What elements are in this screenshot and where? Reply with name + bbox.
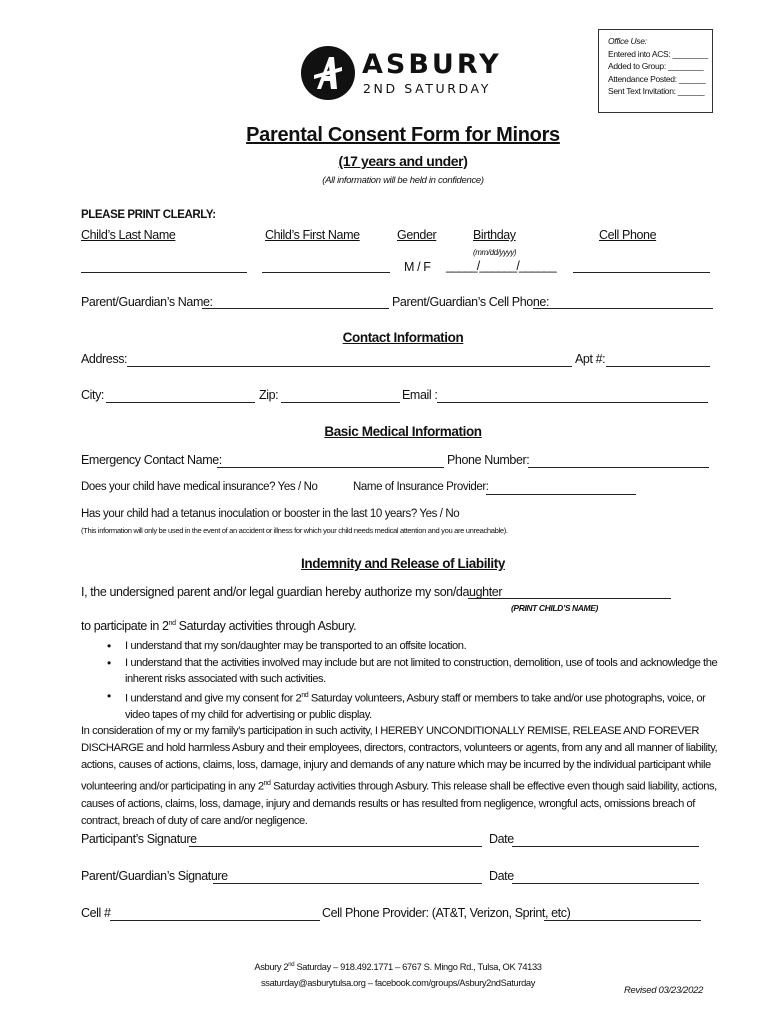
child-first-name-field[interactable] xyxy=(262,272,390,273)
zip-field[interactable] xyxy=(281,402,400,403)
guardian-cell-label: Parent/Guardian’s Cell Phone: xyxy=(392,295,550,309)
birthday-label: Birthday xyxy=(473,228,516,242)
child-cell-phone-field[interactable] xyxy=(573,272,710,273)
city-field[interactable] xyxy=(106,402,255,403)
bullet-media-a: I understand and give my consent for 2 xyxy=(125,692,302,705)
child-name-field[interactable] xyxy=(468,598,671,599)
office-line-text: Sent Text Invitation: ______ xyxy=(608,86,705,96)
email-label: Email : xyxy=(402,388,438,402)
email-field[interactable] xyxy=(437,402,708,403)
medical-heading: Basic Medical Information xyxy=(324,424,482,439)
city-label: City: xyxy=(81,388,105,402)
logo-subtitle: 2ND SATURDAY xyxy=(363,81,491,96)
cell-number-label: Cell # xyxy=(81,906,111,920)
gender-field[interactable]: M / F xyxy=(404,260,431,274)
office-line-attendance: Attendance Posted: ______ xyxy=(608,73,706,84)
apt-label: Apt #: xyxy=(575,352,606,366)
insurance-provider-field[interactable] xyxy=(486,494,636,495)
footer-line-2: ssaturday@asburytulsa.org – facebook.com/groups/Asbury2ndSaturday xyxy=(260,978,536,988)
bullet-media xyxy=(103,688,718,724)
apt-field[interactable] xyxy=(606,366,710,367)
medical-note: (This information will only be used in the event of an accident or illness for which your child needs medical attention and you are unreachable). xyxy=(81,526,508,535)
zip-label: Zip: xyxy=(259,388,279,402)
contact-heading: Contact Information xyxy=(342,330,464,345)
form-title: Parental Consent Form for Minors xyxy=(246,124,560,146)
release-text-b: Saturday activities through Asbury. This release shall be effective even though said liability, actions, causes of actions, claims, loss, damage, injury and demands results or has resulted from negligence, wrongful acts, omissions breach of contract, breach of duty of care and/or negligence. xyxy=(81,780,717,827)
child-last-name-label: Child’s Last Name xyxy=(81,228,176,242)
footer-line-1-b: Saturday – 918.492.1771 – 6767 S. Mingo Rd., Tulsa, OK 74133 xyxy=(294,962,542,973)
asbury-logo xyxy=(300,45,510,103)
participant-signature-field[interactable] xyxy=(189,846,482,847)
cell-phone-label: Cell Phone xyxy=(599,228,657,242)
release-sup: nd xyxy=(263,779,271,787)
footer-line-1 xyxy=(0,962,770,972)
release-text-a: In consideration of my or my family’s participation in such activity, I HEREBY UNCONDITIONALLY REMISE, RELEASE AND FOREVER DISCHARGE and hold harmless Asbury and their employees, directors, contractors, volunteers or agents, from any and all manner of liability, actions, causes of actions, claims, loss, damage, injury and demands of any nature which may be incurred by the individual participant while volunteering and/or participating in any 2 xyxy=(81,725,718,793)
birthday-format: (mm/dd/yyyy) xyxy=(473,248,517,257)
cell-number-field[interactable] xyxy=(110,920,320,921)
bullet-media-b: Saturday volunteers, Asbury staff or members to take and/or use photographs, voice, or video tapes of my child for advertising or public display. xyxy=(125,692,706,721)
form-subtitle: (17 years and under) xyxy=(338,153,468,169)
phone-number-field[interactable] xyxy=(528,467,709,468)
participate-text-a: to participate in 2 xyxy=(81,619,169,633)
print-clearly-label: PLEASE PRINT CLEARLY: xyxy=(81,209,216,221)
participate-text-b: Saturday activities through Asbury. xyxy=(175,619,357,633)
participant-date-field[interactable] xyxy=(512,846,699,847)
asbury-logo-icon xyxy=(300,45,356,101)
child-last-name-field[interactable] xyxy=(81,272,247,273)
footer-sup: nd xyxy=(288,962,295,968)
footer-line-1-a: Asbury 2 xyxy=(254,962,289,973)
print-child-name-label: (PRINT CHILD’S NAME) xyxy=(511,603,598,613)
tetanus-question: Has your child had a tetanus inoculation or booster in the last 10 years? Yes / No xyxy=(81,508,460,520)
guardian-signature-label: Parent/Guardian’s Signature xyxy=(81,869,228,883)
confidential-note: (All information will be held in confidence) xyxy=(322,175,484,186)
liability-heading: Indemnity and Release of Liability xyxy=(301,556,505,571)
emergency-contact-label: Emergency Contact Name: xyxy=(81,453,222,467)
office-line-group: Added to Group: ________ xyxy=(608,61,704,71)
guardian-name-label: Parent/Guardian’s Name: xyxy=(81,295,213,309)
guardian-cell-field[interactable] xyxy=(533,308,713,309)
bullet-transport: • I understand that my son/daughter may be transported to an offsite location. xyxy=(103,638,718,655)
authorize-text: I, the undersigned parent and/or legal guardian hereby authorize my son/daughter xyxy=(81,585,503,599)
address-field[interactable] xyxy=(127,366,572,367)
guardian-signature-field[interactable] xyxy=(213,883,482,884)
emergency-contact-field[interactable] xyxy=(217,467,444,468)
cell-provider-label: Cell Phone Provider: (AT&T, Verizon, Sprint, etc) xyxy=(322,906,571,920)
insurance-provider-label: Name of Insurance Provider: xyxy=(353,481,489,493)
participate-text xyxy=(81,619,356,633)
address-label: Address: xyxy=(81,352,128,366)
birthday-field[interactable]: _____/______/______ xyxy=(446,259,556,273)
consent-bullets xyxy=(103,638,718,723)
bullet-media-sup: nd xyxy=(301,691,309,699)
child-first-name-label: Child’s First Name xyxy=(265,228,360,242)
guardian-name-field[interactable] xyxy=(202,308,389,309)
logo-name: ASBURY xyxy=(362,49,502,80)
guardian-date-field[interactable] xyxy=(512,883,699,884)
office-use-box xyxy=(598,29,713,113)
office-line-acs: Entered into ACS: ________ xyxy=(608,48,708,59)
cell-provider-field[interactable] xyxy=(544,920,701,921)
participant-signature-label: Participant’s Signature xyxy=(81,832,197,846)
phone-number-label: Phone Number: xyxy=(447,453,530,467)
guardian-date-label: Date xyxy=(489,869,514,883)
insurance-question: Does your child have medical insurance? Yes / No xyxy=(81,481,318,493)
participate-sup: nd xyxy=(168,619,176,627)
revised-date: Revised 03/23/2022 xyxy=(624,985,704,996)
gender-label: Gender xyxy=(397,228,437,242)
participant-date-label: Date xyxy=(489,832,514,846)
release-paragraph xyxy=(81,723,721,830)
bullet-risks: • I understand that the activities involved may include but are not limited to construction, demolition, use of tools and acknowledge the inherent risks associated with such activities. xyxy=(103,655,718,688)
office-use-title: Office Use: xyxy=(608,36,647,46)
